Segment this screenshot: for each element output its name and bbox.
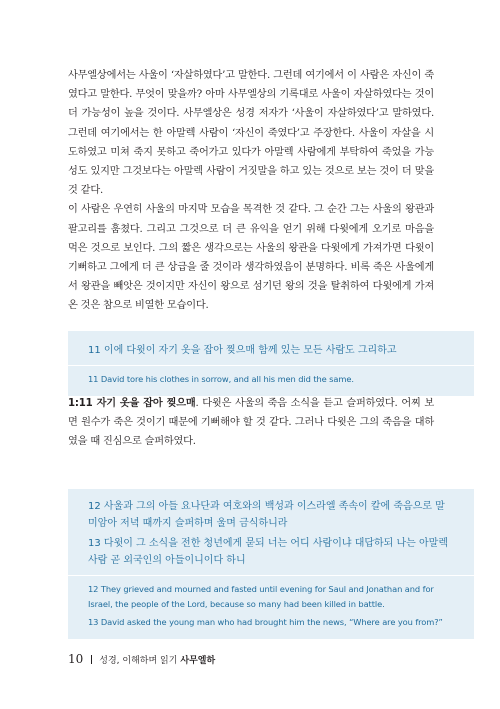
- verse-12-english: 12 They grieved and mourned and fasted until evening for Saul and Jonathan and for Israel, the people of the Lord, because so many had been killed in battle.: [88, 584, 434, 609]
- commentary-text: . 다윗은 사울의 죽음 소식을 듣고 슬퍼하였다. 어찌 보면 원수가 죽은 것이기 때문에 기뻐해야 할 것 같다. 그러나 다윗은 그의 죽음을 대하였을 때 진심으로 슬퍼하였다.: [68, 398, 434, 448]
- book-title: 사무엘하: [180, 655, 216, 666]
- footer-divider: [91, 655, 92, 664]
- verse-11-korean: 11 이에 다윗이 자기 옷을 잡아 찢으매 함께 있는 모든 사람도 그리하고: [88, 345, 397, 356]
- verse-divider: [68, 365, 474, 366]
- paragraph-2: 이 사람은 우연히 사울의 마지막 모습을 목격한 것 같다. 그 순간 그는 사울의 왕관과 팔고리를 훔쳤다. 그리고 그것으로 더 큰 유익을 얻기 위해 다윗에게 오기로 마음을 먹은 것으로 보인다. 그의 짧은 생각으로는 사울의 왕관을 다윗에게 가져가면 다윗이 기뻐하고 그에게 더 큰 상급을 줄 것이라 생각하였음이 분명하다. 비록 죽은 사울에게서 왕관을 빼앗은 것이지만 자신이 왕으로 섬기던 왕의 것을 탈취하여 다윗에게 가져온 것은 참으로 비열한 모습이다.: [68, 204, 434, 312]
- verse-12-korean: 12 사울과 그의 아들 요나단과 여호와의 백성과 이스라엘 족속이 칼에 죽음으로 말미암아 저녁 때까지 슬퍼하며 울며 금식하니라: [88, 501, 445, 529]
- page-footer: [68, 652, 215, 666]
- paragraph-1: 사무엘상에서는 사울이 ‘자살하였다’고 말한다. 그런데 여기에서 이 사람은 자신이 죽였다고 말한다. 무엇이 맞을까? 아마 사무엘상의 기록대로 사울이 자살하였다는 것이 더 가능성이 높을 것이다. 사무엘상은 성경 저자가 ‘사울이 자살하였다’고 말하였다. 그런데 여기에서는 한 아말렉 사람이 ‘자신이 죽였다’고 주장한다. 사울이 자살을 시도하였고 미쳐 죽지 못하고 죽어가고 있다가 아말렉 사람에게 부탁하여 죽었을 가능성도 있지만 그것보다는 아말렉 사람이 거짓말을 하고 있는 것으로 보는 것이 더 맞을 것 같다.: [68, 70, 434, 197]
- verse-commentary: [68, 394, 434, 452]
- verse-box-12-13: [68, 489, 474, 639]
- verse-13-english: 13 David asked the young man who had brought him the news, “Where are you from?”: [88, 617, 443, 627]
- page-number: 10: [68, 652, 84, 666]
- commentary-heading: 1:11 자기 옷을 잡아 찢으매: [68, 398, 196, 409]
- verse-13-korean: 13 다윗이 그 소식을 전한 청년에게 묻되 너는 어디 사람이냐 대답하되 나는 아말렉 사람 곧 외국인의 아들이니이다 하니: [88, 538, 448, 566]
- book-series: 성경, 이해하며 읽기: [99, 655, 178, 666]
- verse-11-english: 11 David tore his clothes in sorrow, and all his men did the same.: [88, 374, 354, 384]
- verse-divider: [68, 575, 474, 576]
- verse-box-11: [68, 331, 474, 396]
- commentary-body: [68, 66, 434, 316]
